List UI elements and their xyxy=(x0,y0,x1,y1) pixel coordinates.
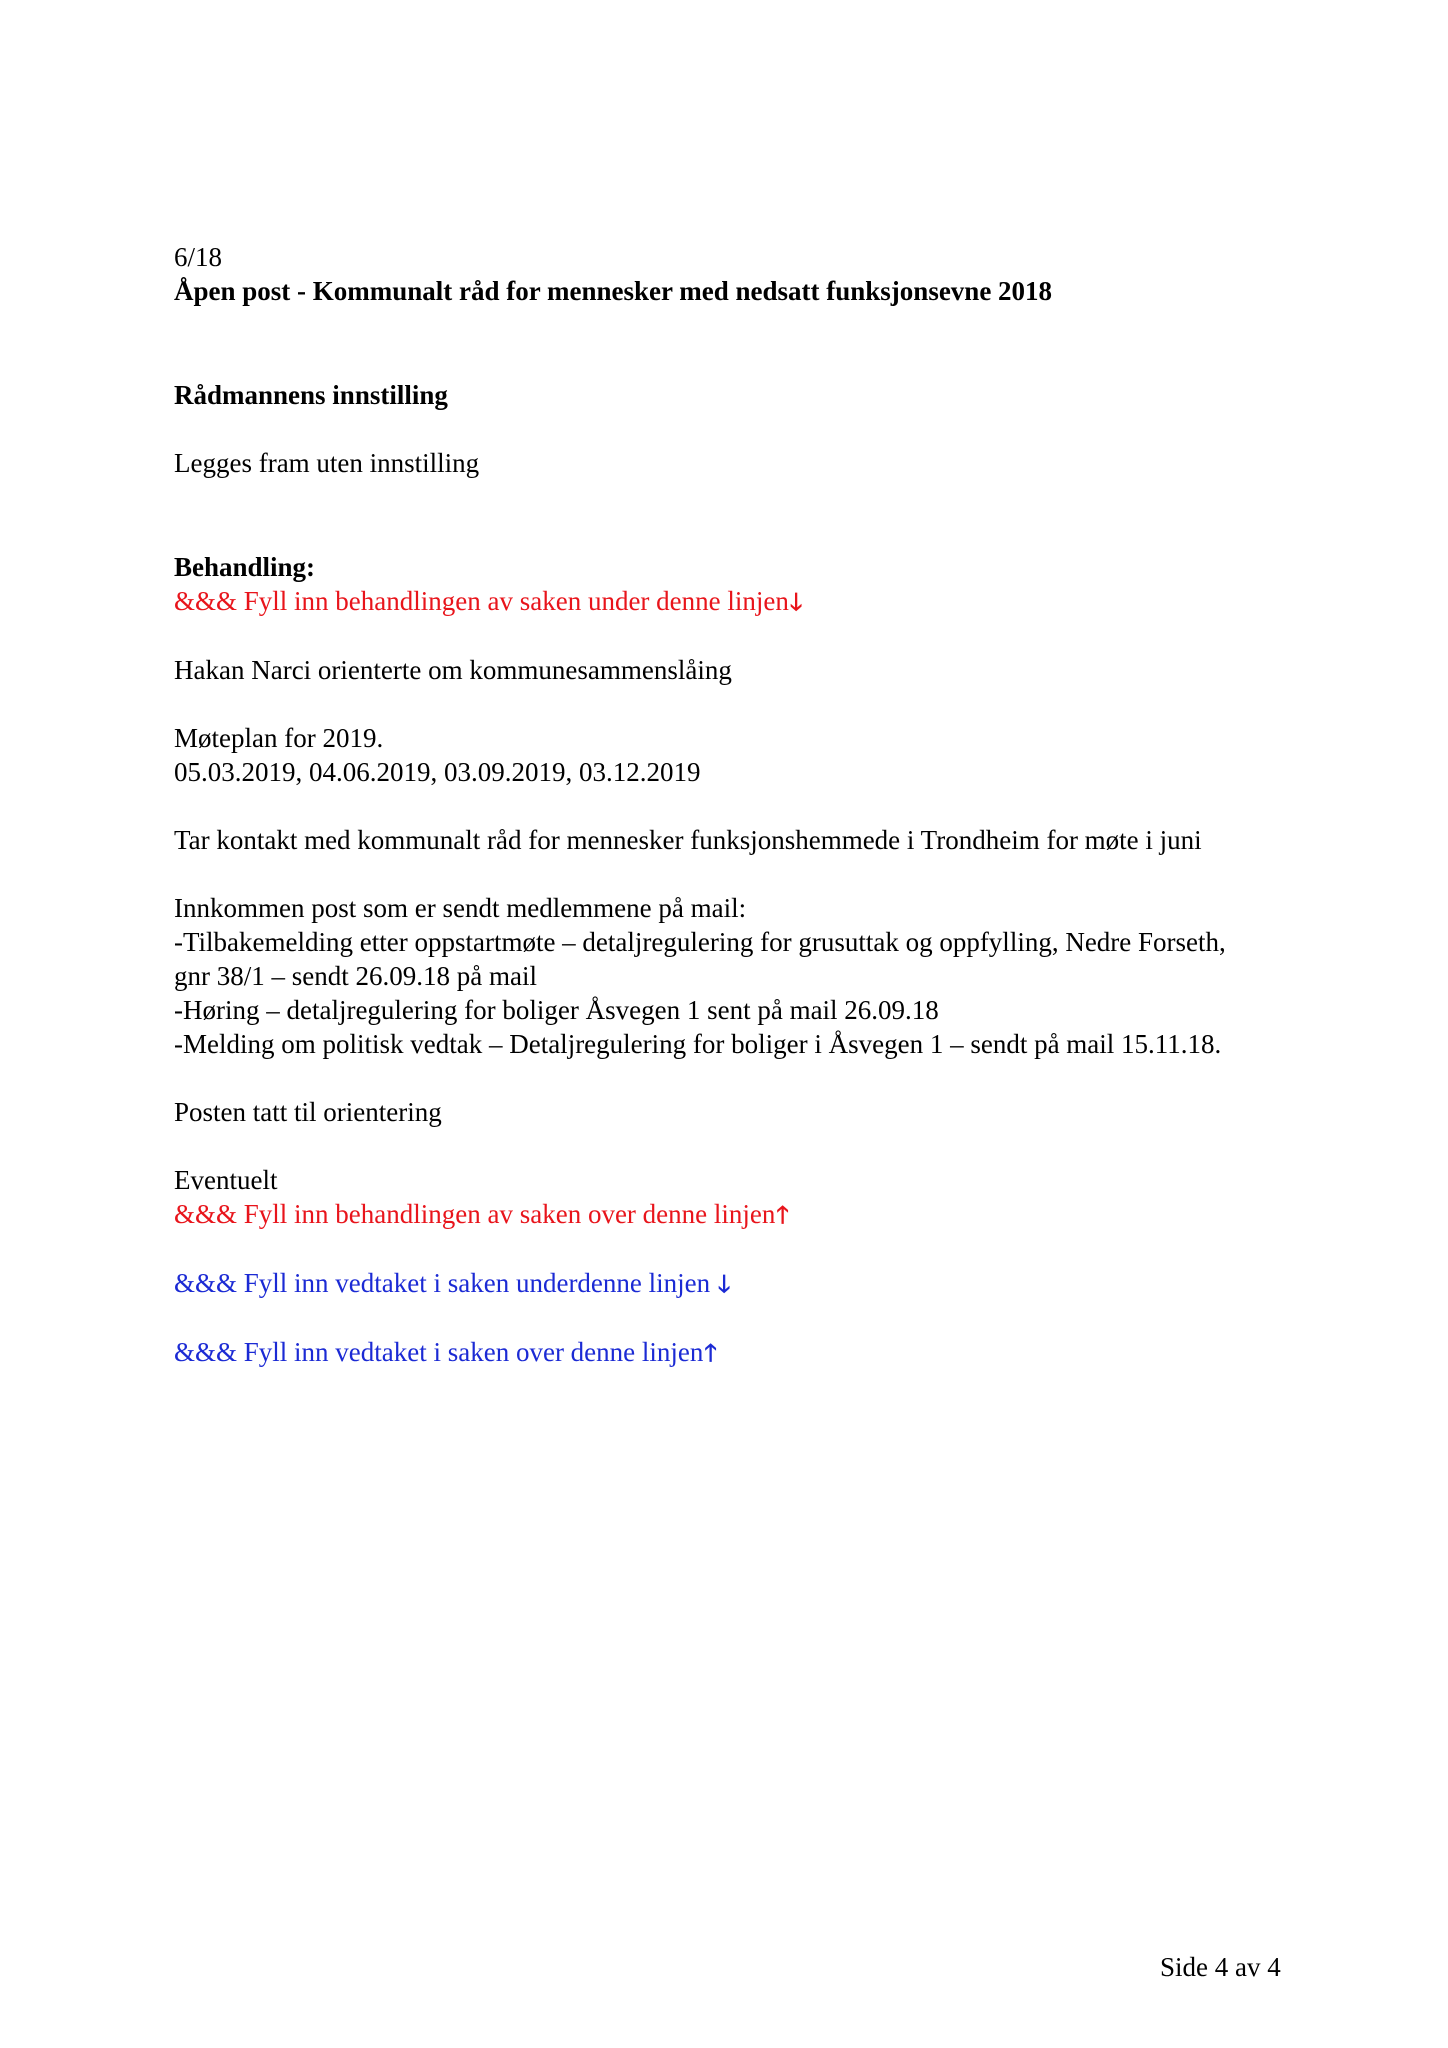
case-number: 6/18 xyxy=(174,242,223,272)
arrow-up-icon: 🡑 xyxy=(704,1339,717,1367)
decision-end-marker-text: &&& Fyll inn vedtaket i saken over denne linjen xyxy=(174,1337,704,1367)
incoming-mail-item: -Tilbakemelding etter oppstartmøte – detaljregulering for grusuttak og oppfylling, Nedre Forseth, xyxy=(174,927,1226,957)
treatment-end-marker-text: &&& Fyll inn behandlingen av saken over denne linjen xyxy=(174,1199,776,1229)
meeting-plan-heading: Møteplan for 2019. xyxy=(174,723,384,753)
treatment-end-marker xyxy=(174,1197,1294,1232)
decision-start-marker xyxy=(174,1266,1294,1301)
treatment-start-marker-text: &&& Fyll inn behandlingen av saken under denne linjen xyxy=(174,586,789,616)
recommendation-heading: Rådmannens innstilling xyxy=(174,380,448,410)
treatment-heading: Behandling: xyxy=(174,552,316,582)
treatment-paragraph: Posten tatt til orientering xyxy=(174,1097,442,1127)
treatment-paragraph: Tar kontakt med kommunalt råd for mennesker funksjonshemmede i Trondheim for møte i juni xyxy=(174,825,1202,855)
page-number: Side 4 av 4 xyxy=(1160,1952,1281,1982)
decision-end-marker xyxy=(174,1335,1294,1370)
arrow-up-icon: 🡑 xyxy=(776,1201,789,1229)
document-page xyxy=(174,240,1294,1370)
arrow-down-icon: 🡓 xyxy=(717,1270,731,1298)
decision-start-marker-text: &&& Fyll inn vedtaket i saken underdenne linjen xyxy=(174,1268,717,1298)
incoming-mail-item: -Melding om politisk vedtak – Detaljregulering for boliger i Åsvegen 1 – sendt på mail 15.11.18. xyxy=(174,1029,1222,1059)
incoming-mail-item: gnr 38/1 – sendt 26.09.18 på mail xyxy=(174,961,537,991)
treatment-start-marker xyxy=(174,584,1294,619)
arrow-down-icon: 🡓 xyxy=(789,588,803,616)
incoming-mail-heading: Innkommen post som er sendt medlemmene på mail: xyxy=(174,893,747,923)
recommendation-text: Legges fram uten innstilling xyxy=(174,448,480,478)
treatment-paragraph: Hakan Narci orienterte om kommunesammenslåing xyxy=(174,655,732,685)
incoming-mail-item: -Høring – detaljregulering for boliger Åsvegen 1 sent på mail 26.09.18 xyxy=(174,995,939,1025)
meeting-plan-dates: 05.03.2019, 04.06.2019, 03.09.2019, 03.12.2019 xyxy=(174,757,701,787)
document-title: Åpen post - Kommunalt råd for mennesker med nedsatt funksjonsevne 2018 xyxy=(174,276,1053,306)
treatment-paragraph: Eventuelt xyxy=(174,1165,278,1195)
